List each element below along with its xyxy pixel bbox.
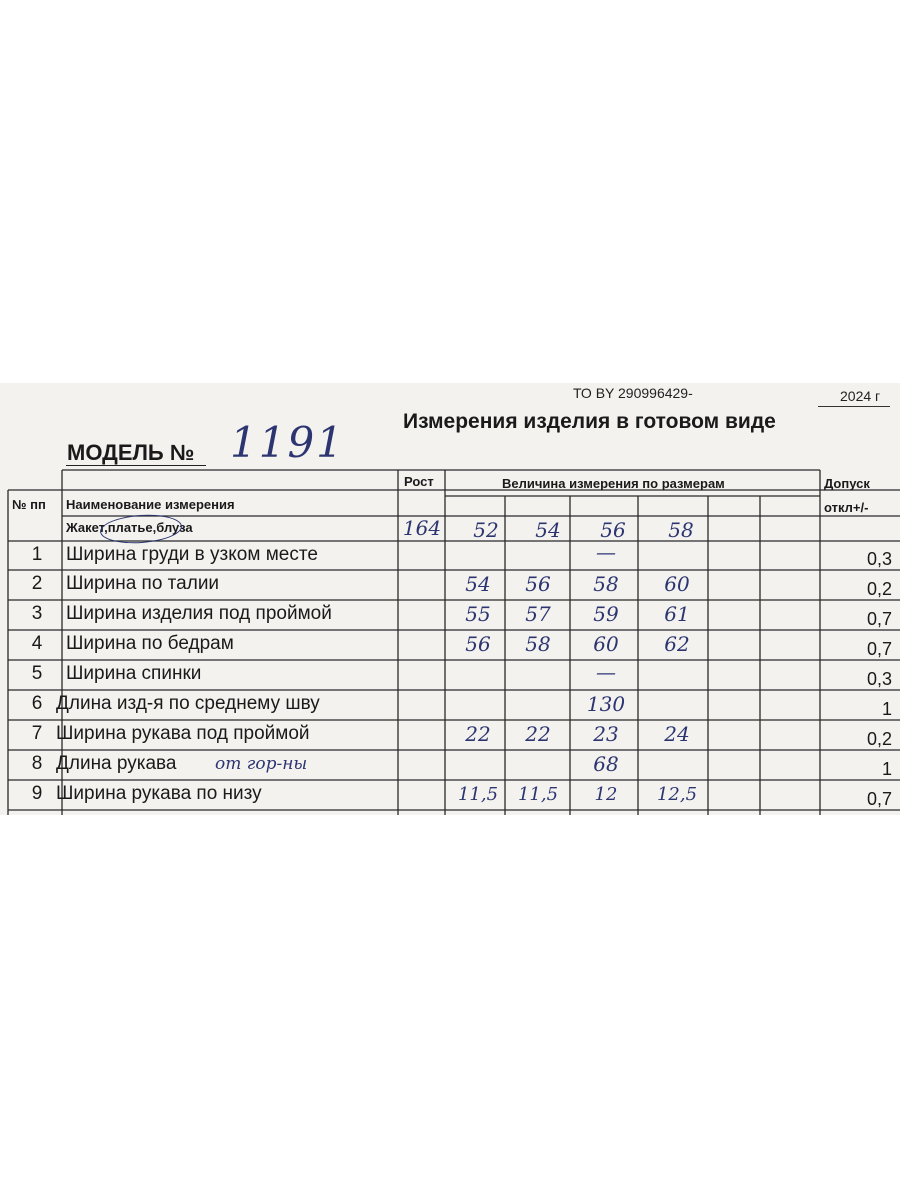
measurement-value: 24 [664, 722, 690, 746]
measurement-name: Ширина спинки [66, 663, 202, 684]
model-label: МОДЕЛЬ № [67, 440, 195, 465]
measurement-name: Ширина груди в узком месте [66, 544, 318, 565]
row-number: 2 [31, 573, 43, 594]
model-number: 1191 [230, 418, 345, 467]
row-number: 4 [31, 633, 43, 654]
page-title: Измерения изделия в готовом виде [403, 410, 776, 433]
standard-code: ТО BY 290996429- [573, 385, 693, 401]
measurement-value: 23 [593, 722, 619, 746]
tolerance-value: 1 [881, 699, 892, 719]
measurement-value: 56 [525, 572, 551, 596]
size-value: 54 [535, 518, 561, 542]
handwritten-note: от гор-ны [215, 754, 308, 774]
row-number: 9 [31, 783, 43, 804]
size-value: 56 [600, 518, 626, 542]
measurement-name: Ширина по талии [66, 573, 220, 594]
measurement-name: Ширина по бедрам [66, 633, 234, 654]
measurement-name: Длина изд-я по среднему шву [56, 693, 320, 714]
tolerance-value: 0,3 [866, 549, 892, 569]
column-header-name: Наименование измерения [66, 497, 235, 512]
measurement-value: 12 [594, 784, 618, 805]
column-header-tolerance: Допуск [824, 476, 870, 491]
measurement-value: 57 [525, 602, 551, 626]
measurement-value: 58 [593, 572, 619, 596]
measurement-value: 58 [525, 632, 551, 656]
height-value: 164 [402, 516, 442, 540]
row-number: 8 [31, 753, 43, 774]
measurement-value: 54 [465, 572, 491, 596]
tolerance-value: 0,2 [866, 579, 892, 599]
measurement-value: 22 [525, 722, 551, 746]
measurement-value: 12,5 [656, 784, 698, 805]
measurement-value: 68 [593, 752, 619, 776]
measurement-value: 22 [465, 722, 491, 746]
row-number: 5 [31, 663, 43, 684]
document-year: 2024 г [840, 388, 881, 404]
row-number: 1 [31, 544, 43, 565]
measurement-name: Ширина рукава по низу [56, 783, 262, 804]
tolerance-value: 1 [881, 759, 892, 779]
measurement-value: 61 [664, 602, 690, 626]
measurement-value: 56 [465, 632, 491, 656]
measurement-value: 59 [593, 602, 619, 626]
tolerance-value: 0,7 [866, 639, 892, 659]
measurement-value: 60 [664, 572, 690, 596]
size-value: 52 [473, 518, 499, 542]
row-number: 6 [31, 693, 43, 714]
tolerance-value: 0,2 [866, 729, 892, 749]
column-header-sizes: Величина измерения по размерам [502, 476, 725, 491]
measurement-value: — [596, 660, 616, 684]
measurement-value: 62 [664, 632, 690, 656]
measurement-name: Длина рукава [56, 753, 177, 774]
measurement-value: 11,5 [517, 784, 559, 805]
row-number: 7 [31, 723, 43, 744]
measurement-value: — [596, 540, 616, 564]
product-type: Жакет,платье,блуза [66, 520, 193, 535]
measurement-value: 11,5 [457, 784, 499, 805]
size-value: 58 [668, 518, 694, 542]
row-number: 3 [31, 603, 43, 624]
column-header-number: № пп [12, 497, 46, 512]
tolerance-value: 0,7 [866, 789, 892, 809]
column-header-tolerance-sign: откл+/- [824, 500, 869, 515]
tolerance-value: 0,7 [866, 609, 892, 629]
measurement-name: Ширина изделия под проймой [66, 603, 332, 624]
measurement-value: 130 [586, 692, 626, 716]
column-header-height: Рост [404, 474, 434, 489]
measurement-name: Ширина рукава под проймой [56, 723, 310, 744]
measurement-value: 60 [593, 632, 619, 656]
measurement-value: 55 [465, 602, 491, 626]
tolerance-value: 0,3 [866, 669, 892, 689]
